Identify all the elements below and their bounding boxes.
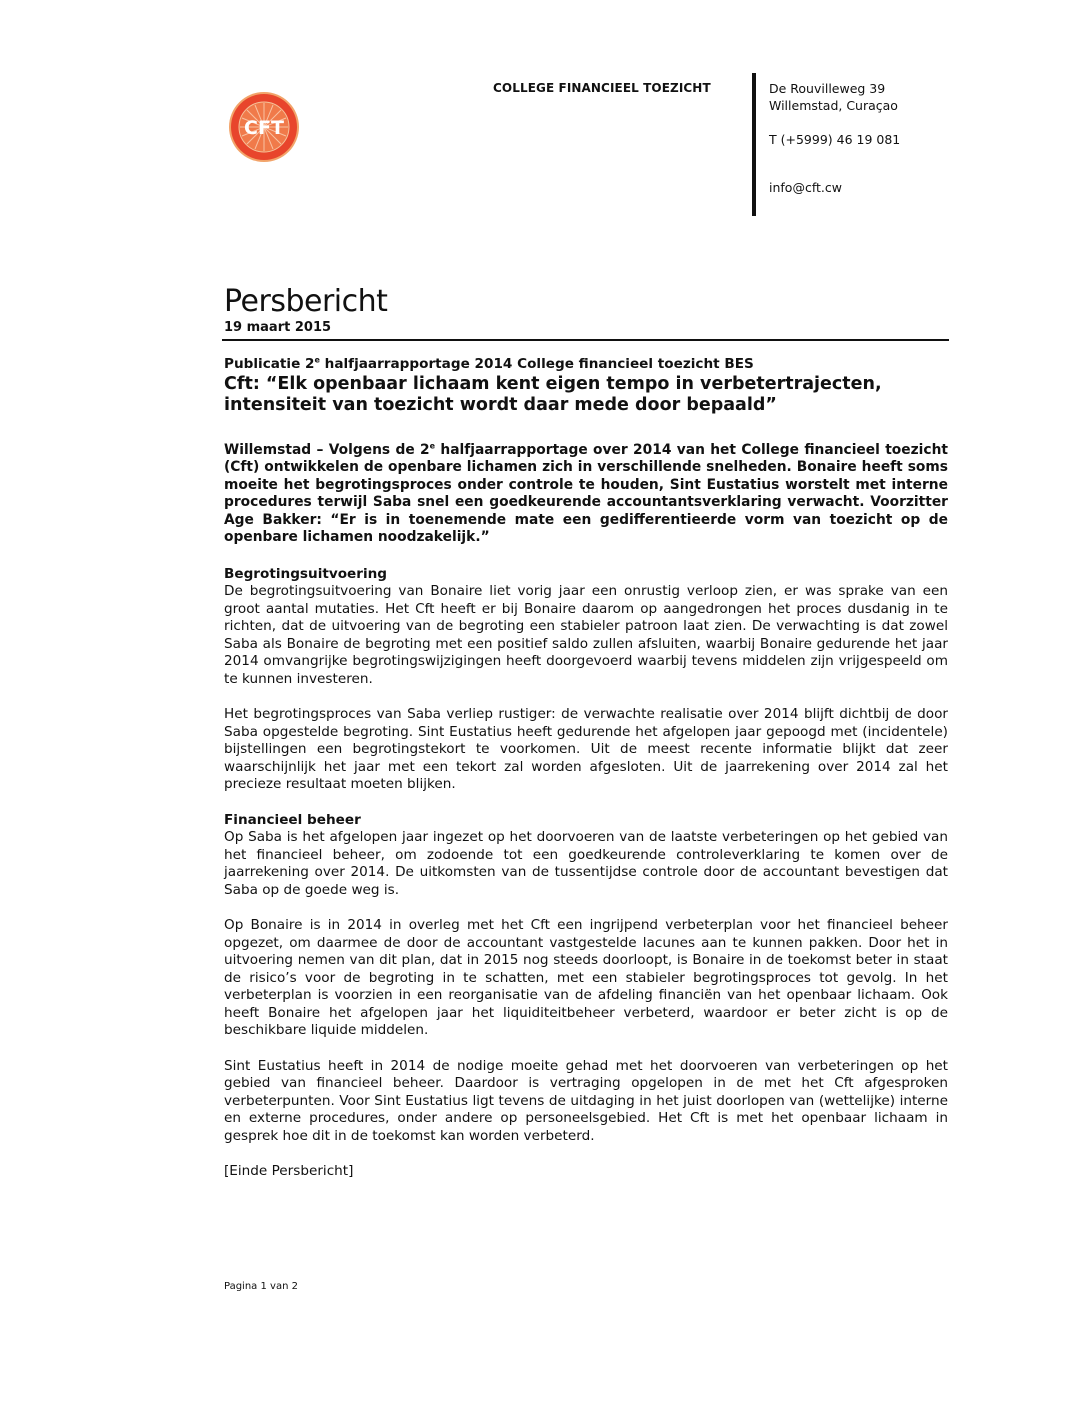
header-divider <box>752 73 756 216</box>
paragraph: Het begrotingsproces van Saba verliep rustiger: de verwachte realisatie over 2014 blijft dichtbij de door Saba opgestelde begroting. Sint Eustatius heeft gedurende het afgelopen jaar gepoogd met (incidentele) bijstellingen een begrotingstekort te voorkomen. Uit de meest recente informatie blijkt dat zeer waarschijnlijk het jaar met een tekort zal worden afgesloten. Uit de jaarrekening over 2014 zal het precieze resultaat moeten blijken. <box>224 706 948 792</box>
cft-logo <box>228 91 300 163</box>
svg-text:CFT: CFT <box>244 117 284 139</box>
paragraph: Sint Eustatius heeft in 2014 de nodige moeite gehad met het doorvoeren van verbeteringen op het gebied van financieel beheer. Daardoor is vertraging opgelopen in de met het Cft afgesproken verbeterpunten. Voor Sint Eustatius ligt tevens de uitdaging in het juist doorlopen van (wettelijke) interne en externe procedures, onder andere op personeelsgebied. Het Cft is met het openbaar lichaam in gesprek hoe dit in de toekomst kan worden verbeterd. <box>224 1057 948 1144</box>
paragraph: Op Bonaire is in 2014 in overleg met het Cft een ingrijpend verbeterplan voor het financieel beheer opgezet, om daarmee de door de accountant vastgestelde lacunes aan te kunnen pakken. Door het in uitvoering nemen van dit plan, dat in 2015 nog steeds doorloopt, is Bonaire in de toekomst beter in staat de risico’s voor de begroting in te schatten, met een stabieler begrotingsproces tot gevolg. In het verbeterplan is voorzien in een reorganisatie van de afdeling financiën van het openbaar lichaam. Ook heeft Bonaire het afgelopen jaar het liquiditeitbeheer verbeterd, waardoor er beter zicht is op de beschikbare liquide middelen. <box>224 917 948 1038</box>
organization-name: COLLEGE FINANCIEEL TOEZICHT <box>493 81 711 95</box>
address-line-1: De Rouvilleweg 39 <box>769 81 886 96</box>
email-address[interactable]: info@cft.cw <box>769 180 842 195</box>
document-date: 19 maart 2015 <box>224 320 332 335</box>
paragraph: De begrotingsuitvoering van Bonaire liet vorig jaar een onrustig verloop zien, er was sprake van een groot aantal mutaties. Het Cft heeft er bij Bonaire daarom op aangedrongen het proces dusdanig in te richten, dat de uitvoering van de begroting een stabieler patroon laat zien. De verwachting is dat zowel Saba als Bonaire de begroting met een positief saldo zullen afsluiten, waarbij Bonaire gedurende het jaar 2014 omvangrijke begrotingswijzigingen heeft doorgevoerd waarbij tevens middelen zijn vrijgespeeld om te kunnen investeren. <box>224 583 948 687</box>
page-number: Pagina 1 van 2 <box>224 1281 298 1292</box>
headline: Cft: “Elk openbaar lichaam kent eigen tempo in verbetertrajecten, intensiteit van toezicht wordt daar mede door bepaald” <box>224 373 882 415</box>
contact-block <box>769 80 900 196</box>
lead-paragraph: Willemstad – Volgens de 2e halfjaarrapportage over 2014 van het College financieel toezicht (Cft) ontwikkelen de openbare lichamen zich in verschillende snelheden. Bonaire heeft soms moeite het begrotingsproces onder controle te houden, Sint Eustatius worstelt met interne procedures terwijl Saba snel een goedkeurende accountantsverklaring verwacht. Voorzitter Age Bakker: “Er is in toenemende mate een gedifferentieerde vorm van toezicht op de openbare lichamen noodzakelijk.” <box>224 440 948 545</box>
document-body <box>224 356 948 1199</box>
paragraph: Op Saba is het afgelopen jaar ingezet op het doorvoeren van de laatste verbeteringen op het gebied van het financieel beheer, om zodoende tot een goedkeurende controleverklaring te komen over de jaarrekening over 2014. De uitkomsten van de tussentijdse controle door de accountant bevestigen dat Saba op de goede weg is. <box>224 829 948 898</box>
section-heading-financieel-beheer: Financieel beheer <box>224 811 361 828</box>
end-marker: [Einde Persbericht] <box>224 1163 354 1179</box>
address-line-2: Willemstad, Curaçao <box>769 98 898 113</box>
cft-logo-icon <box>228 91 300 163</box>
section-heading-begrotingsuitvoering: Begrotingsuitvoering <box>224 565 388 582</box>
document-title: Persbericht <box>224 284 388 319</box>
title-divider <box>222 339 949 341</box>
phone-number: T (+5999) 46 19 081 <box>769 132 901 147</box>
subtitle: Publicatie 2e halfjaarrapportage 2014 College financieel toezicht BES <box>224 355 754 372</box>
